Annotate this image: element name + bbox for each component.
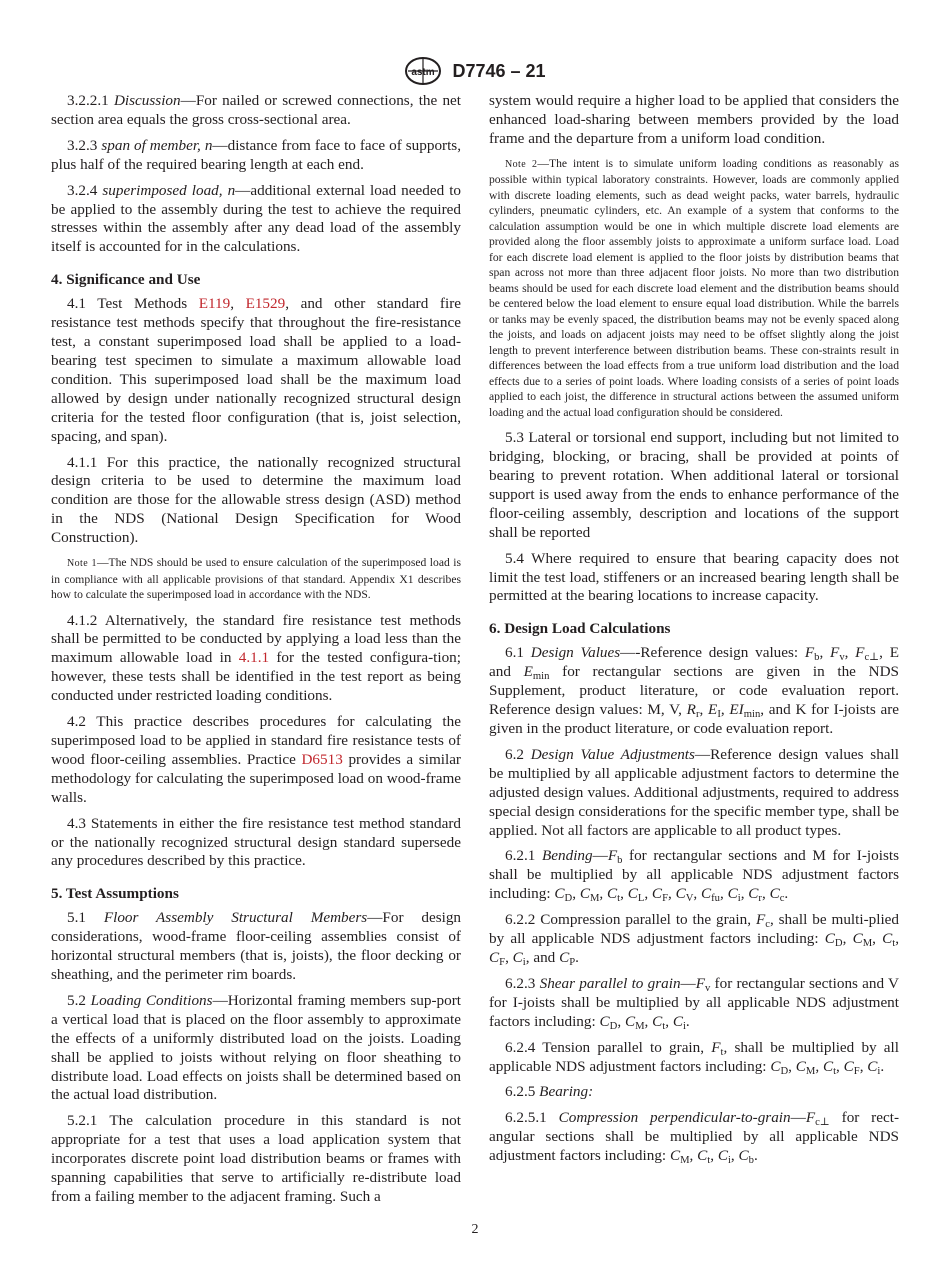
section-number: 5.2 xyxy=(67,991,86,1009)
note-2 xyxy=(489,156,899,421)
section-number: 3.2.4 xyxy=(67,181,98,199)
text-span: for the tested configura-tion; however, these tests shall be identified in the test report as being conducted under restricted loading conditions. xyxy=(51,649,461,705)
note-1 xyxy=(51,555,461,603)
paragraph-5-4: 5.4 Where required to ensure that bearing capacity does not limit the test load, stiffeners or an increased bearing length shall be permitted at the bearing locations to increase capacity. xyxy=(489,549,899,605)
section-number: 6.2.3 xyxy=(505,974,536,992)
paragraph-5-3: 5.3 Lateral or torsional end support, including but not limited to bridging, blocking, or bracing, shall be provided at points of bearing to prevent rotation. When additional lateral or torsional support is used away from the ends to enhance performance of the floor-ceiling assembly, description and locations of the support shall be reported xyxy=(489,429,899,541)
paragraph-text: —Horizontal framing members sup-port a vertical load that is placed on the floor assembly to approximate the effects of a uniformly distributed load on the joists. Loading shall be applied to joists without relying on floor sheathing to distribute load. Load effects on joists shall be determined based on the actual load distribution. xyxy=(51,991,461,1104)
text-span: 4.2 This practice describes procedures for calculating the superimposed load to be applied in standard fire resistance tests of wood floor-ceiling assemblies. Practice xyxy=(51,713,461,768)
paragraph-text: $—F_v$ for rectangular sections and V for I-joists shall be multiplied by all applicable NDS adjustment factors including: $C_D$, $C_M$, $C_t$, $C_i$. xyxy=(489,974,900,1032)
paragraph-5-2-1: 5.2.1 The calculation procedure in this standard is not appropriate for a test that uses a load application system that incorporates discrete point load distribution beams or frames with spanning capabilities that serve to artificially re-distribute load from a failing member to the adjacent framing. Such a xyxy=(51,1112,461,1205)
paragraph-6-2-5-1 xyxy=(489,1109,899,1166)
section-number: 6.1 xyxy=(505,644,524,662)
page-number: 2 xyxy=(471,1222,479,1237)
paragraph-3-2-2-1 xyxy=(51,92,461,130)
paragraph-term: Compression perpendicular-to-grain xyxy=(558,1109,791,1127)
section-heading-4: 4. Significance and Use xyxy=(51,271,201,289)
paragraph-4-1 xyxy=(51,295,461,446)
paragraph-text: —For design considerations, wood-frame floor-ceiling assemblies consist of horizontal structural members (that is, joists), the floor decking or sheathing, and the perimeter rim boards. xyxy=(51,909,462,984)
paragraph-4-1-2 xyxy=(51,612,461,707)
text-span: 4.1.2 Alternatively, the standard fire resistance test methods shall be permitted to be conducted by applying a load less than the maximum allowable load in xyxy=(51,611,461,667)
paragraph-6-1 xyxy=(489,644,899,739)
paragraph-4-1-1: 4.1.1 For this practice, the nationally recognized structural design criteria to be used to determine the maximum load condition are those for the allowable stress design (ASD) method in the NDS (National Design Specification for Wood Construction). xyxy=(51,453,461,547)
paragraph-6-2-1 xyxy=(489,847,899,904)
paragraph-term: Bending xyxy=(542,847,593,865)
section-number: 6.2.5 xyxy=(505,1083,536,1101)
defined-term: span of member, n xyxy=(101,136,213,154)
paragraph-term: Design Values xyxy=(530,644,621,662)
definition-text: —For nailed or screwed connections, the net section area equals the gross cross-sectional area. xyxy=(51,92,461,128)
defined-term: superimposed load, n xyxy=(102,181,236,199)
section-number: 3.2.2.1 xyxy=(67,92,109,109)
left-column xyxy=(51,92,461,1214)
paragraph-5-2-1-continued: system would require a higher load to be applied that considers the enhanced load-sharing between members provided by the load frame and the departure from a uniform load condition. xyxy=(489,92,899,147)
paragraph-6-2-4: 6.2.4 Tension parallel to grain, $F_t$, shall be multiplied by all applicable NDS adjustment factors including: $C_D$, $C_M$, $C_t$, $C_F$, $C_i$. xyxy=(489,1038,899,1077)
paragraph-term: Design Value Adjustments xyxy=(530,745,695,763)
definition-text: —additional external load needed to be applied to the assembly during the test to achieve the required stresses within the assembly after any dead load of the assembly itself is accounted for in the calculations. xyxy=(51,181,462,256)
paragraph-6-2-5 xyxy=(489,1083,899,1102)
paragraph-term: Floor Assembly Structural Members xyxy=(103,909,368,927)
paragraph-5-2 xyxy=(51,992,461,1105)
link-e119[interactable]: E119 xyxy=(198,295,231,313)
paragraph-3-2-3 xyxy=(51,137,461,175)
note-label: Note 1 xyxy=(67,558,97,570)
paragraph-6-2-3 xyxy=(489,975,899,1032)
paragraph-term: Shear parallel to grain xyxy=(539,974,681,992)
paragraph-4-2 xyxy=(51,713,461,808)
paragraph-text: —-Reference design values: $F_b$, $F_v$, $F_{c\perp}$, E and $E_{min}$ for rectangular sections are given in the NDS Supplement, product literature, or code evaluation report. Reference design values: M, V, $R_r$, $E_I$, $EI_{min}$, and K for I-joists are given in the product literature, or code evaluation report. xyxy=(489,644,900,737)
astm-logo xyxy=(404,56,442,86)
link-4-1-1[interactable]: 4.1.1 xyxy=(238,649,270,667)
paragraph-5-1 xyxy=(51,909,461,985)
paragraph-6-2 xyxy=(489,746,899,841)
definition-text: —distance from face to face of supports, plus half of the required bearing length at each end. xyxy=(51,136,462,173)
section-number: 6.2 xyxy=(505,745,524,763)
text-span: provides a similar methodology for calculating the superimposed load on wood-frame walls. xyxy=(51,750,461,806)
text-span: , xyxy=(230,295,246,313)
paragraph-text: $—F_{c\perp}$ for rect-angular sections shall be multiplied by all applicable NDS adjustment factors including: $C_M$, $C_t$, $C_i$, $C_b$. xyxy=(489,1109,900,1167)
section-number: 6.2.1 xyxy=(505,847,536,865)
section-number: 6.2.5.1 xyxy=(505,1109,547,1127)
note-text: —The NDS should be used to ensure calculation of the superimposed load is in compliance with all applicable provisions of that standard. Appendix X1 describes how to calculate the superimposed load in accordance with the NDS. xyxy=(51,556,461,602)
note-label: Note 2 xyxy=(505,158,538,170)
text-span: 4.1 Test Methods xyxy=(67,295,199,313)
link-d6513[interactable]: D6513 xyxy=(301,750,343,768)
page-header xyxy=(0,56,950,86)
svg-text:astm: astm xyxy=(411,67,436,78)
document-designation: D7746 – 21 xyxy=(452,60,546,81)
section-number: 3.2.3 xyxy=(67,136,98,154)
paragraph-term: Loading Conditions xyxy=(90,991,213,1009)
paragraph-4-3: 4.3 Statements in either the fire resistance test method standard or the nationally recognized structural design standard supersede any procedures described by this practice. xyxy=(51,814,461,870)
defined-term: Discussion xyxy=(113,92,181,109)
section-heading-6: 6. Design Load Calculations xyxy=(489,620,671,638)
link-e1529[interactable]: E1529 xyxy=(245,295,286,313)
note-text: —The intent is to simulate uniform loading conditions as reasonably as possible within typical laboratory constraints. However, loads are commonly applied with discrete loading elements, such as dead weight packs, water barrels, hydraulic cylinders, pneumatic cylinders, etc. An example of a system that conforms to the calculation assumption would be one in which multiple discrete load elements are provided along the floor assembly joists to approximate a uniform surface load. Load for each discrete load element is applied to the floor joists by distribution beams that span across not more than three adjacent floor joists. No more than two distribution beams should be used for each discrete load element and the distribution beams should be centered below the load element to ensure equal load distribution. While the barrels or tanks may be evenly spaced, the distribution beams may not be evenly spaced along the joists, and loads on adjacent joists may need to be offset slightly along the joist length to prevent interference between distribution beams. These con-straints result in differences between the load effects from a true uniform load distribution and the load effects due to a series of point loads. Where loading consists of a series of point loads applied to each joist, the difference in structural actions between the assumed uniform loading and the actual load configuration should be considered. xyxy=(489,156,899,419)
paragraph-term: Bearing: xyxy=(539,1083,594,1101)
paragraph-3-2-4 xyxy=(51,182,461,258)
paragraph-6-2-2: 6.2.2 Compression parallel to the grain, $F_c$, shall be multi-plied by all applicable NDS adjustment factors including: $C_D$, $C_M$, $C_t$, $C_F$, $C_i$, and $C_P$. xyxy=(489,911,899,968)
section-heading-5: 5. Test Assumptions xyxy=(51,885,179,903)
right-column xyxy=(489,92,899,1173)
text-span: , and other standard fire resistance test methods specify that throughout the fire-resistance test, a constant superimposed load shall be applied to a load-bearing test specimen to simulate a maximum allowable load condition. This superimposed load shall be the maximum load allowed by design under nationally recognized structural design criteria for the tested floor configuration (that is, joist selection, spacing, and span). xyxy=(51,295,461,445)
section-number: 5.1 xyxy=(67,909,86,927)
paragraph-text: $—F_b$ for rectangular sections and M for I-joists shall be multiplied by all applicable NDS adjustment factors including: $C_D$, $C_M$, $C_t$, $C_L$, $C_F$, $C_V$, $C_{fu}$, $C_i$, $C_r$, $C_c$. xyxy=(489,847,899,905)
paragraph-text: —Reference design values shall be multiplied by all applicable adjustment factors to determine the adjusted design values. Additional adjustments, required to address special design considerations for the specific member type, shall be applied. Not all factors are applicable to all product types. xyxy=(489,745,899,839)
